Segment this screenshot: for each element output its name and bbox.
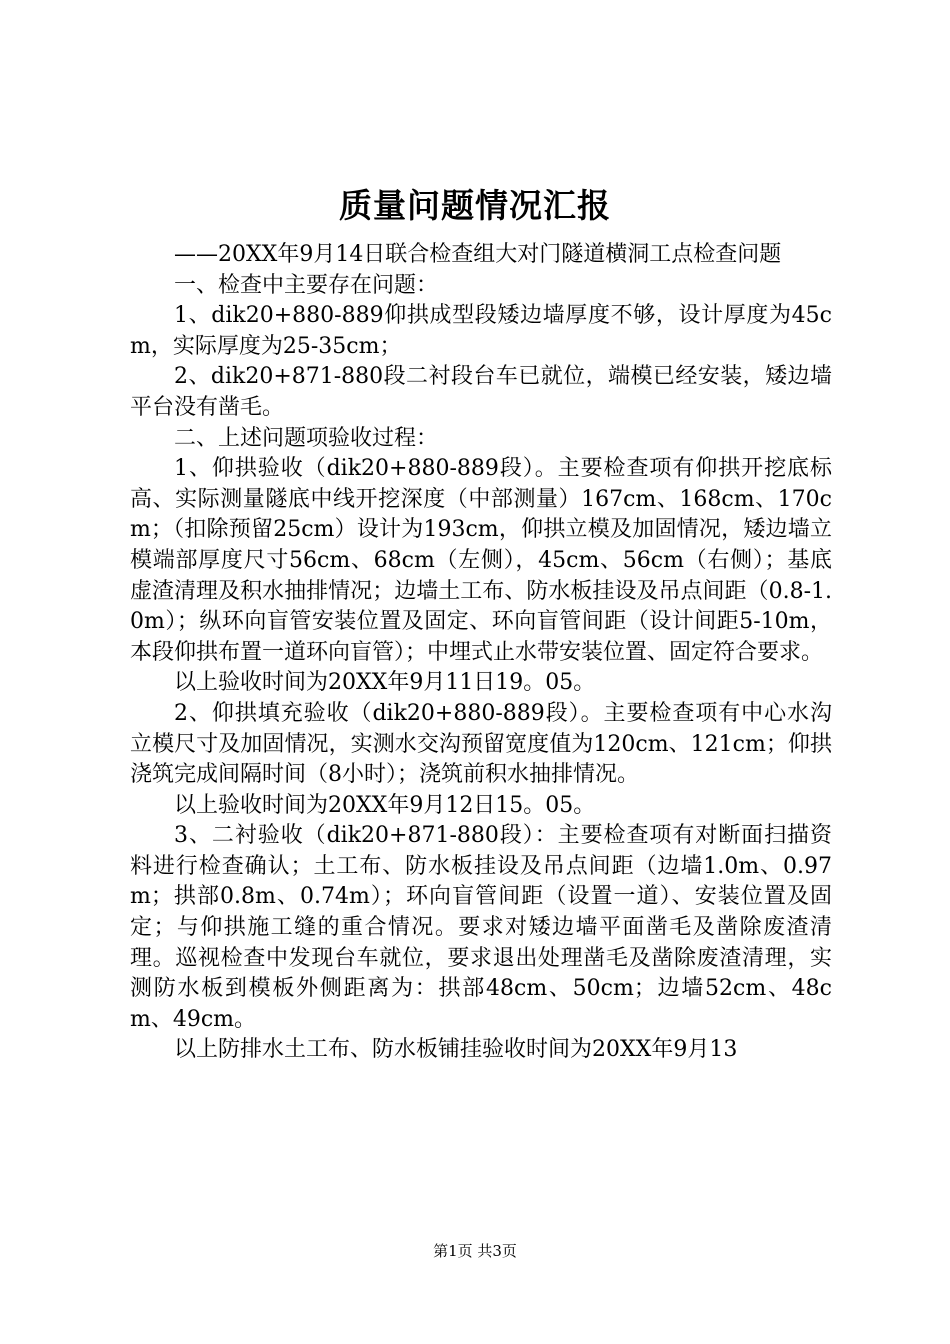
acceptance-item-3: 3、二衬验收（dik20+871-880段）：主要检查项有对断面扫描资料进行检查确认；土工布、防水板挂设及吊点间距（边墙1.0m、0.97m；拱部0.8m、0.74m）；环向盲管间距（设置一道）、安装位置及固定；与仰拱施工缝的重合情况。要求对矮边墙平面凿毛及凿除废渣清理。巡视检查中发现台车就位，要求退出处理凿毛及凿除废渣清理，实测防水板到模板外侧距离为：拱部48cm、50cm；边墙52cm、48cm、49cm。	[130, 823, 832, 1032]
acceptance-time-3: 以上防排水土工布、防水板铺挂验收时间为20XX年9月13	[174, 1037, 738, 1063]
section-heading-issues: 一、检查中主要存在问题：	[174, 272, 439, 298]
page-number-footer: 第1页 共3页	[433, 1242, 517, 1260]
issue-item-2: 2、dik20+871-880段二衬段台车已就位，端模已经安装，矮边墙平台没有凿毛。	[130, 364, 832, 420]
subtitle-paragraph: ——20XX年9月14日联合检查组大对门隧道横洞工点检查问题	[174, 242, 782, 267]
acceptance-time-1: 以上验收时间为20XX年9月11日19。05。	[174, 670, 596, 696]
acceptance-item-1: 1、仰拱验收（dik20+880-889段）。主要检查项有仰拱开挖底标高、实际测量隧底中线开挖深度（中部测量）167cm、168cm、170cm；（扣除预留25cm）设计为193cm，仰拱立模及加固情况，矮边墙立模端部厚度尺寸56cm、68cm（左侧），45cm、56cm（右侧）；基底虚渣清理及积水抽排情况；边墙土工布、防水板挂设及吊点间距（0.8-1.0m）；纵环向盲管安装位置及固定、环向盲管间距（设计间距5-10m，本段仰拱布置一道环向盲管）；中埋式止水带安装位置、固定符合要求。	[130, 456, 832, 665]
acceptance-item-2: 2、仰拱填充验收（dik20+880-889段）。主要检查项有中心水沟立模尺寸及加固情况，实测水交沟预留宽度值为120cm、121cm；仰拱浇筑完成间隔时间（8小时）；浇筑前积水抽排情况。	[130, 700, 832, 788]
acceptance-time-2: 以上验收时间为20XX年9月12日15。05。	[174, 792, 596, 818]
document-title: 质量问题情况汇报	[339, 186, 611, 225]
issue-item-1: 1、dik20+880-889仰拱成型段矮边墙厚度不够，设计厚度为45cm，实际厚度为25-35cm；	[130, 303, 832, 359]
section-heading-acceptance: 二、上述问题项验收过程：	[174, 425, 439, 451]
document-body	[130, 240, 832, 1066]
